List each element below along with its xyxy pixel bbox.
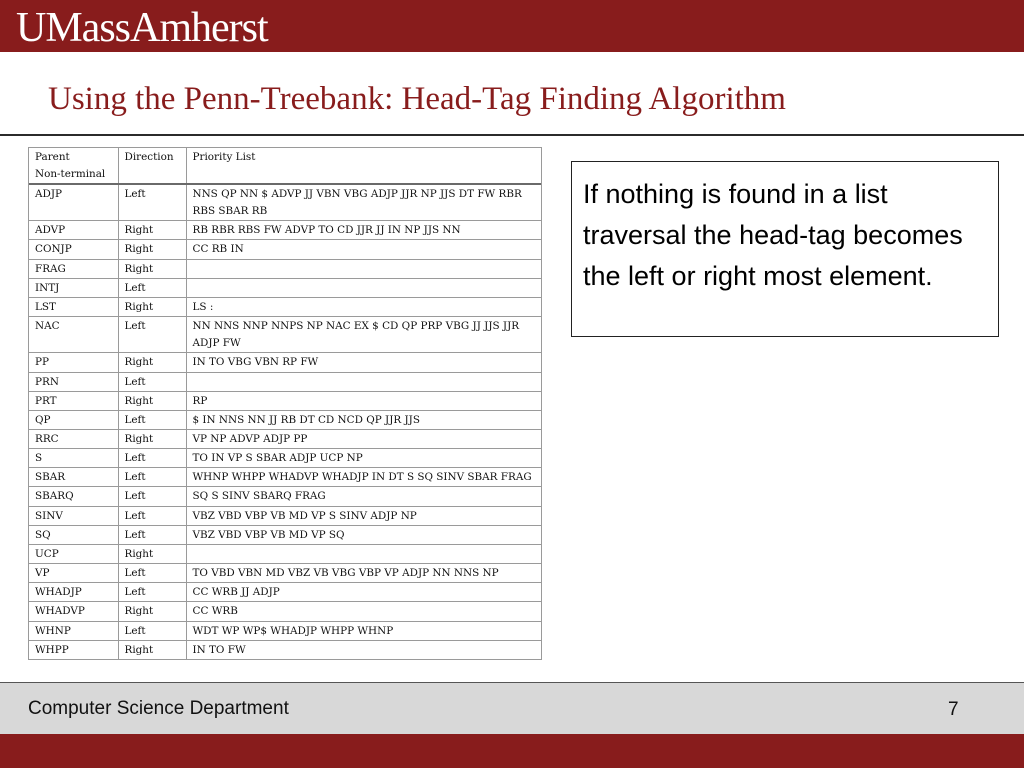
table-row — [29, 240, 541, 259]
table-row — [29, 506, 541, 525]
cell-parent: CONJP — [29, 240, 118, 259]
table-header-row — [29, 148, 541, 184]
head-rules-table — [29, 148, 541, 659]
cell-priority-list: $ IN NNS NN JJ RB DT CD NCD QP JJR JJS — [186, 410, 541, 429]
table-body — [29, 184, 541, 659]
cell-parent: SBAR — [29, 468, 118, 487]
note-box: If nothing is found in a list traversal the head-tag becomes the left or right most element. — [571, 161, 999, 337]
cell-priority-list: IN TO VBG VBN RP FW — [186, 353, 541, 372]
head-rules-table-container — [28, 147, 542, 660]
table-row — [29, 583, 541, 602]
header-bar — [0, 0, 1024, 52]
cell-priority-list — [186, 372, 541, 391]
cell-direction: Left — [118, 621, 186, 640]
cell-direction: Left — [118, 487, 186, 506]
cell-parent: RRC — [29, 430, 118, 449]
cell-direction: Right — [118, 391, 186, 410]
table-row — [29, 525, 541, 544]
cell-priority-list: RB RBR RBS FW ADVP TO CD JJR JJ IN NP JJS NN — [186, 221, 541, 240]
cell-direction: Right — [118, 259, 186, 278]
cell-parent: INTJ — [29, 278, 118, 297]
cell-direction: Left — [118, 410, 186, 429]
cell-direction: Right — [118, 602, 186, 621]
table-row — [29, 353, 541, 372]
cell-direction: Left — [118, 449, 186, 468]
cell-parent: SINV — [29, 506, 118, 525]
footer-department: Computer Science Department — [28, 698, 289, 719]
cell-parent: PRN — [29, 372, 118, 391]
table-row — [29, 430, 541, 449]
cell-priority-list: VBZ VBD VBP VB MD VP SQ — [186, 525, 541, 544]
header-parent-line2: Non-terminal — [35, 168, 106, 180]
cell-parent: WHADVP — [29, 602, 118, 621]
cell-priority-list: NN NNS NNP NNPS NP NAC EX $ CD QP PRP VBG JJ JJS JJR ADJP FW — [186, 317, 541, 353]
cell-parent: FRAG — [29, 259, 118, 278]
cell-parent: ADVP — [29, 221, 118, 240]
table-row — [29, 602, 541, 621]
cell-parent: WHPP — [29, 640, 118, 659]
cell-priority-list: TO VBD VBN MD VBZ VB VBG VBP VP ADJP NN NNS NP — [186, 564, 541, 583]
table-row — [29, 391, 541, 410]
cell-priority-list — [186, 278, 541, 297]
table-row — [29, 278, 541, 297]
cell-priority-list: LS : — [186, 297, 541, 316]
header-priority-list: Priority List — [186, 148, 541, 184]
cell-parent: PRT — [29, 391, 118, 410]
umass-logo: UMassAmherst — [16, 5, 268, 51]
cell-priority-list: IN TO FW — [192, 643, 246, 656]
header-parent — [29, 148, 118, 184]
cell-direction: Right — [118, 544, 186, 563]
cell-direction: Left — [118, 468, 186, 487]
cell-direction: Right — [118, 640, 186, 659]
cell-priority-list: VBZ VBD VBP VB MD VP S SINV ADJP NP — [186, 506, 541, 525]
table-row — [29, 184, 541, 221]
cell-priority-list — [186, 544, 541, 563]
cell-direction: Left — [118, 184, 186, 221]
cell-priority-list — [186, 259, 541, 278]
cell-parent: WHADJP — [29, 583, 118, 602]
table-row — [29, 544, 541, 563]
cell-parent: WHNP — [29, 621, 118, 640]
footer-band — [0, 682, 1024, 734]
cell-parent: NAC — [29, 317, 118, 353]
table-row — [29, 317, 541, 353]
title-divider — [0, 134, 1024, 136]
cell-parent: SBARQ — [29, 487, 118, 506]
slide-title: Using the Penn-Treebank: Head-Tag Finding Algorithm — [48, 81, 786, 117]
table-row — [29, 221, 541, 240]
cell-direction: Right — [118, 221, 186, 240]
cell-direction: Left — [118, 506, 186, 525]
table-row — [29, 410, 541, 429]
table-row — [29, 564, 541, 583]
cell-parent: ADJP — [29, 184, 118, 221]
table-row — [29, 468, 541, 487]
cell-direction: Left — [118, 317, 186, 353]
table-row — [29, 372, 541, 391]
cell-priority-list: CC WRB — [186, 602, 541, 621]
cell-direction: Left — [118, 525, 186, 544]
cell-direction: Left — [118, 372, 186, 391]
cell-parent: LST — [29, 297, 118, 316]
cell-priority-list: CC RB IN — [186, 240, 541, 259]
cell-direction: Right — [118, 353, 186, 372]
cell-parent: S — [29, 449, 118, 468]
cell-parent: PP — [29, 353, 118, 372]
cell-priority-list: VP NP ADVP ADJP PP — [186, 430, 541, 449]
cell-parent: SQ — [29, 525, 118, 544]
table-row — [29, 640, 541, 659]
cell-priority-list: CC WRB JJ ADJP — [186, 583, 541, 602]
cell-direction: Left — [118, 583, 186, 602]
cell-direction: Left — [118, 278, 186, 297]
cell-priority-list: SQ S SINV SBARQ FRAG — [186, 487, 541, 506]
table-row — [29, 449, 541, 468]
table-row — [29, 487, 541, 506]
table-row — [29, 297, 541, 316]
header-parent-line1: Parent — [35, 151, 70, 163]
footer-bar — [0, 734, 1024, 768]
cell-direction: Right — [118, 430, 186, 449]
cell-parent: QP — [29, 410, 118, 429]
cell-priority-list: WHNP WHPP WHADVP WHADJP IN DT S SQ SINV SBAR FRAG — [186, 468, 541, 487]
cell-priority-list: WDT WP WP$ WHADJP WHPP WHNP — [186, 621, 541, 640]
cell-parent: VP — [29, 564, 118, 583]
cell-priority-list: RP — [186, 391, 541, 410]
cell-direction: Right — [118, 240, 186, 259]
cell-direction: Left — [118, 564, 186, 583]
cell-direction: Right — [118, 297, 186, 316]
cell-priority-list: TO IN VP S SBAR ADJP UCP NP — [186, 449, 541, 468]
table-row — [29, 621, 541, 640]
cell-priority-list: NNS QP NN $ ADVP JJ VBN VBG ADJP JJR NP JJS DT FW RBR RBS SBAR RB — [186, 184, 541, 221]
header-direction: Direction — [118, 148, 186, 184]
cell-parent: UCP — [29, 544, 118, 563]
page-number: 7 — [948, 699, 959, 720]
table-row — [29, 259, 541, 278]
